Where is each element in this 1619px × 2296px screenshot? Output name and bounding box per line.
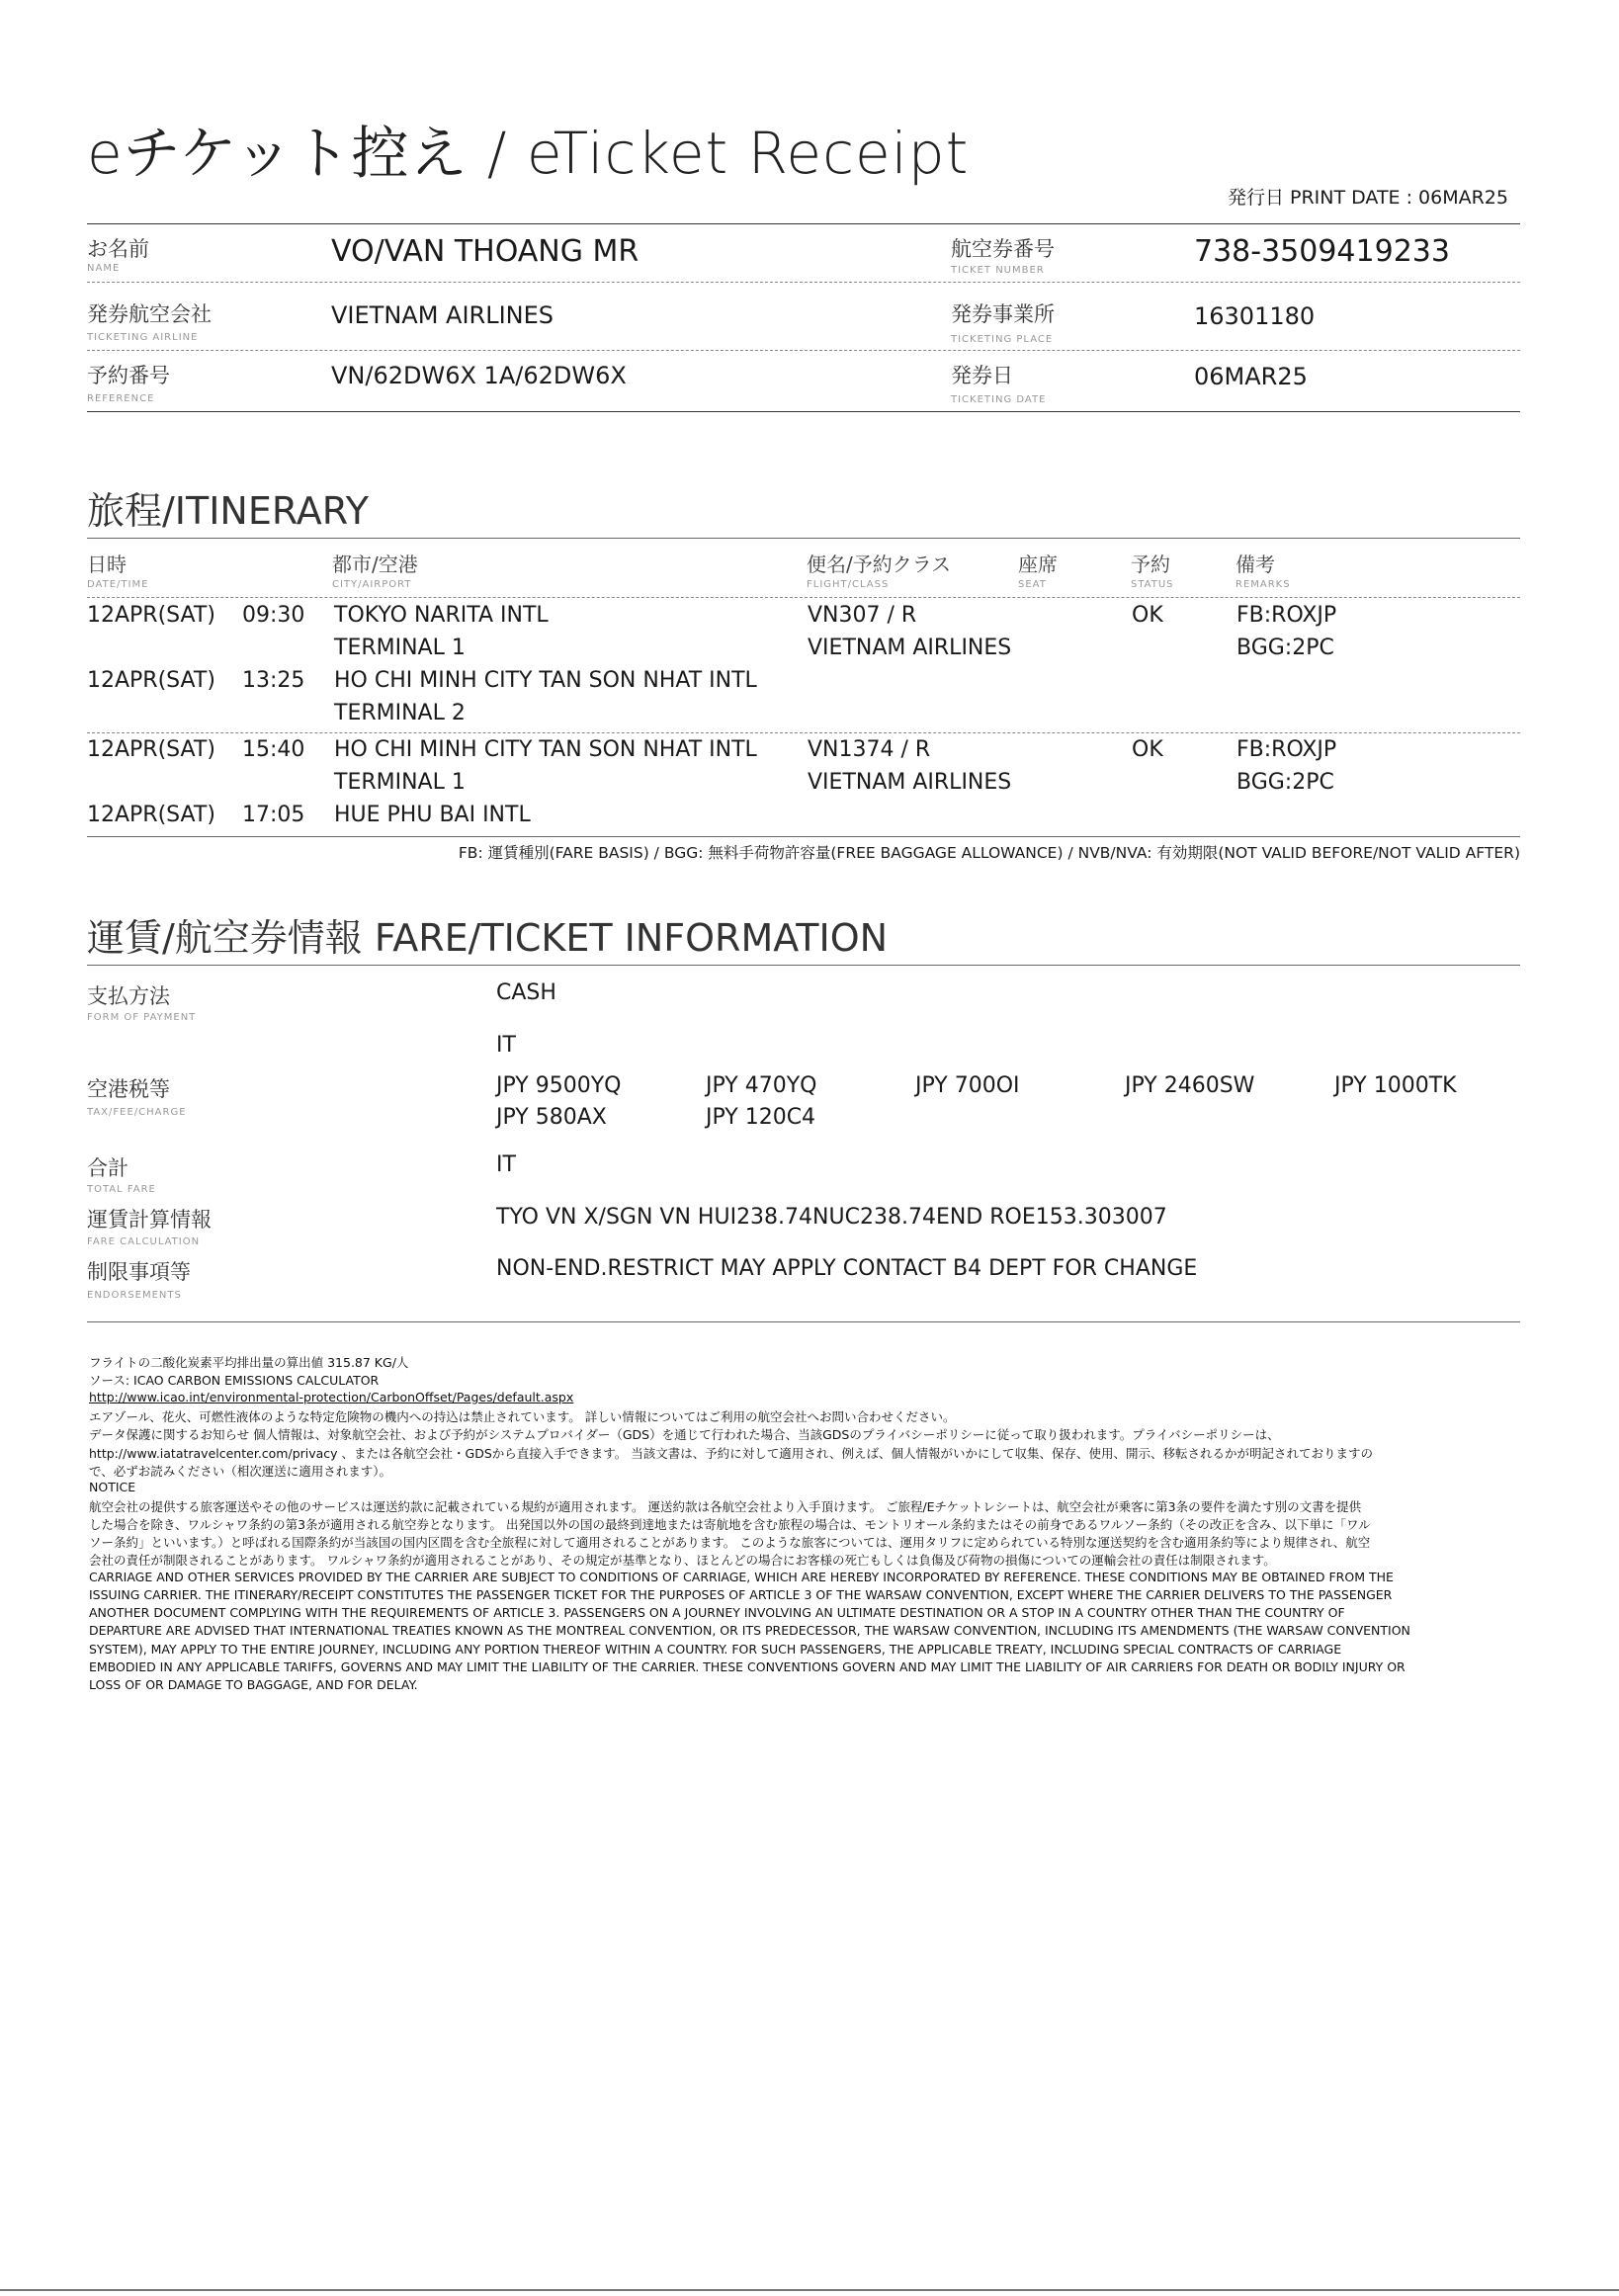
- note-line: した場合を除き、ワルシャワ条約の第3条が適用される航空券となります。 出発国以外の国の最終到達地または寄航地を含む旅程の場合は、モントリオール条約またはその前身であるワルソー条約（その改正を含み、以下単に「ワル: [89, 1517, 1371, 1532]
- note-line: ソース: ICAO CARBON EMISSIONS CALCULATOR: [89, 1373, 380, 1388]
- col-city-header: 都市/空港: [332, 553, 418, 576]
- ticketing-date-sublabel: TICKETING DATE: [951, 394, 1047, 405]
- col-flight-header: 便名/予約クラス: [807, 553, 952, 576]
- note-line: エアゾール、花火、可燃性液体のような特定危険物の機内への持込は禁止されています。 詳しい情報についてはご利用の航空会社へお問い合わせください。: [89, 1409, 956, 1424]
- reference: VN/62DW6X 1A/62DW6X: [331, 362, 627, 389]
- note-line: ソー条約」といいます。）と呼ばれる国際条約が当該国の国内区間を含む全旅程に対して適用されることがあります。 このような旅客については、運用タリフに定められている特別な運送契約を含む適用条約等により規律され、航空: [89, 1535, 1371, 1550]
- fare-calculation: TYO VN X/SGN VN HUI238.74NUC238.74END ROE153.303007: [496, 1205, 1167, 1230]
- note-line: フライトの二酸化炭素平均排出量の算出値 315.87 KG/人: [89, 1355, 409, 1370]
- total-fare: IT: [496, 1152, 516, 1177]
- payment-method: CASH: [496, 980, 556, 1005]
- ticketing-airline: VIETNAM AIRLINES: [331, 301, 554, 329]
- itinerary-time: 17:05: [242, 803, 305, 827]
- fare-calc-sublabel: FARE CALCULATION: [87, 1236, 201, 1247]
- note-line: で、必ずお読みください（相次運送に適用されます）。: [89, 1464, 392, 1479]
- itinerary-time: 13:25: [242, 668, 305, 693]
- divider: [87, 411, 1520, 412]
- col-status-subheader: STATUS: [1131, 579, 1174, 590]
- ticket-number-label: 航空券番号: [951, 237, 1055, 261]
- itinerary-city: HUE PHU BAI INTL: [334, 803, 531, 827]
- icao-link[interactable]: http://www.icao.int/environmental-protection/CarbonOffset/Pages/default.aspx: [89, 1390, 574, 1404]
- passenger-name: VO/VAN THOANG MR: [331, 234, 639, 269]
- tax-label: 空港税等: [87, 1077, 170, 1101]
- page-title: eチケット控え / eTicket Receipt: [87, 120, 970, 187]
- itinerary-date: 12APR(SAT): [87, 668, 215, 693]
- tax-item: JPY 120C4: [706, 1105, 816, 1130]
- itinerary-time: 09:30: [242, 603, 305, 628]
- tax-item: JPY 700OI: [915, 1073, 1020, 1098]
- note-line: データ保護に関するお知らせ 個人情報は、対象航空会社、および予約がシステムプロバイダー（GDS）を通じて行われた場合、当該GDSのプライバシーポリシーに従って取り扱われます。プライバシーポリシーは、: [89, 1427, 1280, 1442]
- endorsements: NON-END.RESTRICT MAY APPLY CONTACT B4 DEPT FOR CHANGE: [496, 1256, 1198, 1281]
- note-line: ISSUING CARRIER. THE ITINERARY/RECEIPT CONSTITUTES THE PASSENGER TICKET FOR THE PURPOSES OF ARTICLE 3 OF THE WARSAW CONVENTION, EXCEPT WHERE THE CARRIER DELIVERS TO THE PASSENGER: [89, 1587, 1393, 1602]
- itinerary-city: HO CHI MINH CITY TAN SON NHAT INTL: [334, 737, 757, 762]
- ticketing-date-label: 発券日: [951, 364, 1013, 387]
- note-line: 会社の責任が制限されることがあります。 ワルシャワ条約が適用されることがあり、その規定が基準となり、ほとんどの場合にお客様の死亡もしくは負傷及び荷物の損傷についての運輸会社の責任は制限されます。: [89, 1553, 1276, 1568]
- endorsements-label: 制限事項等: [87, 1260, 191, 1284]
- airline-sublabel: TICKETING AIRLINE: [87, 332, 199, 343]
- itinerary-date: 12APR(SAT): [87, 737, 215, 762]
- payment-label: 支払方法: [87, 984, 170, 1008]
- note-line: LOSS OF OR DAMAGE TO BAGGAGE, AND FOR DELAY.: [89, 1677, 418, 1692]
- col-remarks-subheader: REMARKS: [1236, 579, 1291, 590]
- itinerary-date: 12APR(SAT): [87, 603, 215, 628]
- itinerary-city: TOKYO NARITA INTL: [334, 603, 549, 628]
- note-line: EMBODIED IN ANY APPLICABLE TARIFFS, GOVERNS AND MAY LIMIT THE LIABILITY OF THE CARRIER. THESE CONVENTIONS GOVERN AND MAY LIMIT THE LIABILITY OF AIR CARRIERS FOR DEATH OR BODILY INJURY OR: [89, 1659, 1406, 1674]
- note-line: CARRIAGE AND OTHER SERVICES PROVIDED BY THE CARRIER ARE SUBJECT TO CONDITIONS OF CARRIAGE, WHICH ARE HEREBY INCORPORATED BY REFERENCE. THESE CONDITIONS MAY BE OBTAINED FROM THE: [89, 1570, 1394, 1584]
- ticket-number-sublabel: TICKET NUMBER: [951, 265, 1045, 276]
- total-sublabel: TOTAL FARE: [87, 1184, 156, 1195]
- tax-sublabel: TAX/FEE/CHARGE: [87, 1107, 187, 1118]
- note-line: 航空会社の提供する旅客運送やその他のサービスは運送約款に記載されている規約が適用されます。 運送約款は各航空会社より入手頂けます。 ご旅程/Eチケットレシートは、航空会社が乗客に第3条の要件を満たす別の文書を提供: [89, 1499, 1362, 1514]
- divider: [87, 597, 1520, 598]
- reference-sublabel: REFERENCE: [87, 393, 155, 404]
- tax-item: JPY 470YQ: [706, 1073, 817, 1098]
- divider: [87, 1321, 1520, 1322]
- itinerary-remarks: BGG:2PC: [1236, 770, 1334, 795]
- itinerary-flight: VIETNAM AIRLINES: [808, 636, 1012, 660]
- itinerary-remarks: FB:ROXJP: [1236, 737, 1337, 762]
- itinerary-date: 12APR(SAT): [87, 803, 215, 827]
- tax-item: JPY 9500YQ: [496, 1073, 622, 1098]
- divider: [87, 732, 1520, 733]
- itinerary-city: HO CHI MINH CITY TAN SON NHAT INTL: [334, 668, 757, 693]
- divider: [87, 836, 1520, 837]
- itinerary-flight: VN307 / R: [808, 603, 917, 628]
- ticketing-place: 16301180: [1194, 302, 1316, 330]
- itinerary-city: TERMINAL 1: [334, 636, 466, 660]
- col-date-subheader: DATE/TIME: [87, 579, 149, 590]
- divider: [87, 538, 1520, 539]
- tax-item: JPY 1000TK: [1334, 1073, 1457, 1098]
- ticketing-place-sublabel: TICKETING PLACE: [951, 334, 1054, 345]
- tax-item: JPY 580AX: [496, 1105, 607, 1130]
- col-date-header: 日時: [87, 553, 127, 576]
- total-label: 合計: [87, 1156, 128, 1180]
- itinerary-time: 15:40: [242, 737, 305, 762]
- page-edge: [0, 2289, 1619, 2291]
- col-seat-subheader: SEAT: [1018, 579, 1047, 590]
- itinerary-remarks: FB:ROXJP: [1236, 603, 1337, 628]
- ticket-number: 738-3509419233: [1194, 234, 1450, 269]
- name-label: お名前: [87, 237, 149, 261]
- itinerary-remarks: BGG:2PC: [1236, 636, 1334, 660]
- tax-item: JPY 2460SW: [1125, 1073, 1255, 1098]
- col-seat-header: 座席: [1018, 553, 1058, 576]
- itinerary-status: OK: [1132, 603, 1163, 628]
- fare-title: 運賃/航空券情報 FARE/TICKET INFORMATION: [87, 916, 889, 960]
- name-sublabel: NAME: [87, 263, 121, 274]
- divider: [87, 282, 1520, 283]
- col-remarks-header: 備考: [1236, 553, 1275, 576]
- payment-sublabel: FORM OF PAYMENT: [87, 1012, 197, 1023]
- col-status-header: 予約: [1131, 553, 1170, 576]
- itinerary-status: OK: [1132, 737, 1163, 762]
- note-line: http://www.iatatravelcenter.com/privacy 、または各航空会社・GDSから直接入手できます。 当該文書は、予約に対して適用され、例えば、個人情報がいかにして収集、保存、使用、開示、移転されるかが明記されておりますの: [89, 1446, 1374, 1461]
- reference-label: 予約番号: [87, 364, 170, 387]
- endorsements-sublabel: ENDORSEMENTS: [87, 1290, 182, 1301]
- divider: [87, 223, 1520, 224]
- itinerary-title: 旅程/ITINERARY: [87, 489, 369, 533]
- print-date: 発行日 PRINT DATE : 06MAR25: [1227, 187, 1508, 209]
- note-line: ANOTHER DOCUMENT COMPLYING WITH THE REQUIREMENTS OF ARTICLE 3. PASSENGERS ON A JOURNEY INVOLVING AN ULTIMATE DESTINATION OR A STOP IN A COUNTRY OTHER THAN THE COUNTRY OF: [89, 1605, 1345, 1620]
- itinerary-city: TERMINAL 2: [334, 701, 466, 725]
- airline-label: 発券航空会社: [87, 302, 212, 326]
- ticketing-date: 06MAR25: [1194, 363, 1308, 390]
- divider: [87, 965, 1520, 966]
- note-line: NOTICE: [89, 1480, 136, 1494]
- itinerary-footnote: FB: 運賃種別(FARE BASIS) / BGG: 無料手荷物許容量(FREE BAGGAGE ALLOWANCE) / NVB/NVA: 有効期限(NOT VALID BEFORE/NOT VALID AFTER): [458, 844, 1520, 862]
- col-city-subheader: CITY/AIRPORT: [332, 579, 412, 590]
- itinerary-flight: VN1374 / R: [808, 737, 931, 762]
- fare-calc-label: 運賃計算情報: [87, 1208, 212, 1232]
- col-flight-subheader: FLIGHT/CLASS: [807, 579, 890, 590]
- divider: [87, 350, 1520, 351]
- fare-amount: IT: [496, 1033, 516, 1058]
- note-line: SYSTEM), MAY APPLY TO THE ENTIRE JOURNEY, INCLUDING ANY PORTION THEREOF WITHIN A COUNTRY. FOR SUCH PASSENGERS, THE APPLICABLE TREATY, INCLUDING SPECIAL CONTRACTS OF CARRIAGE: [89, 1642, 1342, 1657]
- itinerary-flight: VIETNAM AIRLINES: [808, 770, 1012, 795]
- note-line: DEPARTURE ARE ADVISED THAT INTERNATIONAL TREATIES KNOWN AS THE MONTREAL CONVENTION, OR ITS PREDECESSOR, THE WARSAW CONVENTION, INCLUDING ITS AMENDMENTS (THE WARSAW CONVENTION: [89, 1623, 1410, 1638]
- itinerary-city: TERMINAL 1: [334, 770, 466, 795]
- ticketing-place-label: 発券事業所: [951, 302, 1055, 326]
